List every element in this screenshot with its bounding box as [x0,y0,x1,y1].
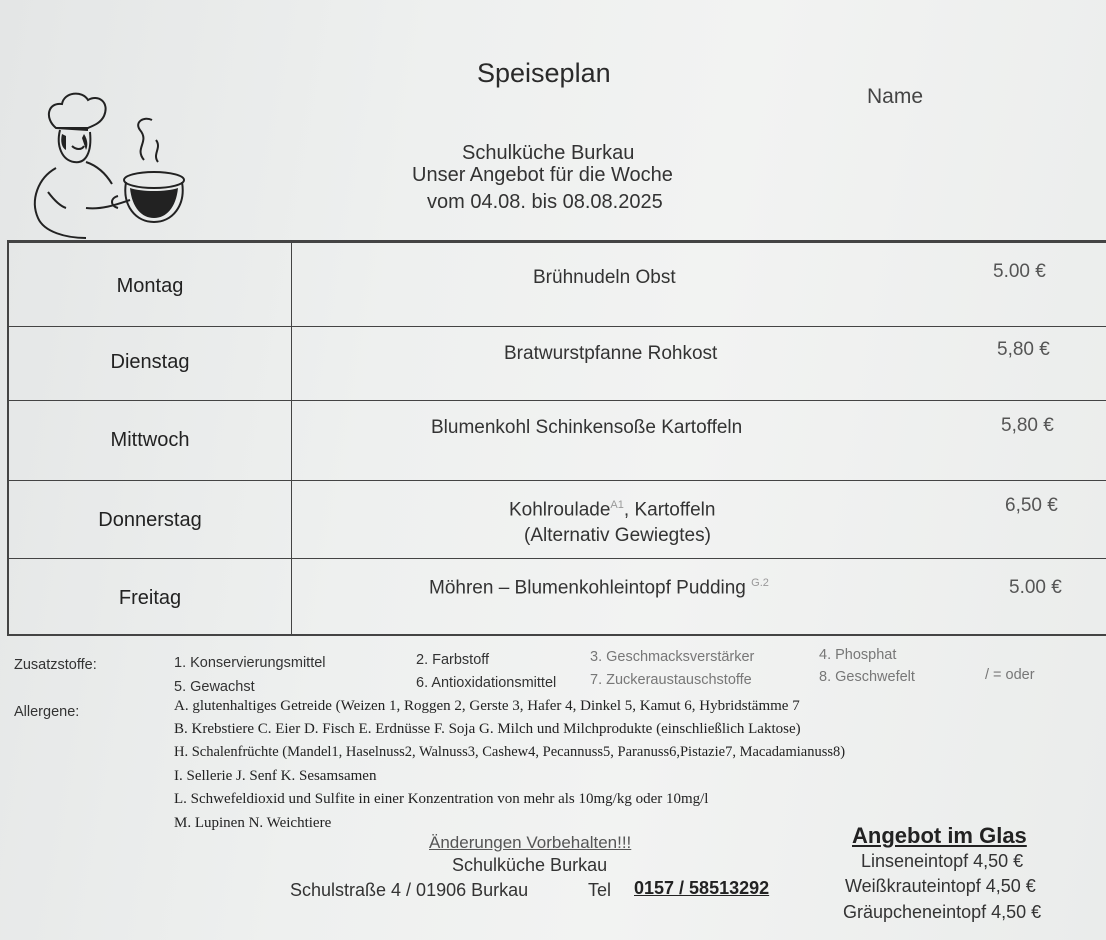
page-title: Speiseplan [477,58,611,88]
glas-item: Linseneintopf 4,50 € [861,851,1024,871]
dish-text [429,577,769,599]
dish-note: G.2 [751,577,769,589]
allergene-line: A. glutenhaltiges Getreide (Weizen 1, Roggen 2, Gerste 3, Hafer 4, Dinkel 5, Kamut 6, Hybridstämme 7 [174,698,800,714]
menu-row-freitag [9,558,1106,635]
glas-item: Weißkrauteintopf 4,50 € [845,876,1036,896]
zusatz-item: 5. Gewachst [174,679,255,695]
dish-side: , Kartoffeln [623,499,716,521]
day-label: Mittwoch [110,429,190,451]
kitchen-name: Schulküche Burkau [462,142,635,164]
footer-kitchen: Schulküche Burkau [452,855,608,875]
zusatz-item: 4. Phosphat [819,647,897,663]
menu-row-mittwoch [9,400,1106,481]
allergene-line: H. Schalenfrüchte (Mandel1, Haselnuss2, Walnuss3, Cashew4, Pecannuss5, Paranuss6,Pistazie7, Macadamianuss8) [174,744,846,760]
price-text: 5,80 € [1001,415,1054,436]
dish-text [509,499,715,521]
day-label: Dienstag [110,351,190,373]
zusatz-item: 7. Zuckeraustauschstoffe [590,672,752,688]
price-text: 5.00 € [1009,577,1062,598]
allergene-line: I. Sellerie J. Senf K. Sesamsamen [174,768,377,784]
zusatz-item: 8. Geschwefelt [819,669,915,685]
allergene-label: Allergene: [14,704,80,720]
allergene-line: L. Schwefeldioxid und Sulfite in einer Konzentration von mehr als 10mg/kg oder 10mg/l [174,791,709,807]
zusatz-item: 3. Geschmacksverstärker [590,649,755,665]
glas-item: Gräupcheneintopf 4,50 € [843,902,1042,922]
week-offer: Unser Angebot für die Woche [412,164,673,186]
dish-text: Blumenkohl Schinkensoße Kartoffeln [431,417,743,438]
menu-row-montag [9,242,1106,327]
dish-note: A1 [610,499,624,511]
zusatz-item: / = oder [985,667,1035,683]
footer-address: Schulstraße 4 / 01906 Burkau [290,880,529,900]
dish-text: Bratwurstpfanne Rohkost [504,343,718,364]
price-text: 6,50 € [1005,495,1058,516]
day-label: Freitag [118,587,182,609]
dish-main: Möhren – Blumenkohleintopf Pudding [429,577,746,599]
glas-title: Angebot im Glas [852,823,1027,848]
zusatz-item: 2. Farbstoff [416,652,490,668]
price-text: 5,80 € [997,339,1050,360]
allergene-line: B. Krebstiere C. Eier D. Fisch E. Erdnüsse F. Soja G. Milch und Milchprodukte (einschließlich Laktose) [174,721,801,737]
name-label: Name [867,85,924,108]
zusatz-item: 6. Antioxidationsmittel [416,675,557,691]
zusatz-label: Zusatzstoffe: [14,657,97,673]
chef-logo [26,88,196,240]
week-range: vom 04.08. bis 08.08.2025 [427,191,663,213]
allergene-line: M. Lupinen N. Weichtiere [174,815,332,831]
dish-main: Kohlroulade [509,499,611,521]
footer-phone: 0157 / 58513292 [634,878,770,898]
price-text: 5.00 € [993,261,1046,282]
zusatz-item: 1. Konservierungsmittel [174,655,326,671]
day-label: Donnerstag [98,509,202,531]
menu-row-dienstag [9,326,1106,401]
menu-table [7,240,1106,636]
dish-alternative: (Alternativ Gewiegtes) [524,525,711,546]
footer-tel-label: Tel [588,880,612,900]
changes-notice: Änderungen Vorbehalten!!! [429,833,632,852]
dish-text: Brühnudeln Obst [533,267,676,288]
day-label: Montag [116,275,184,297]
menu-row-donnerstag [9,480,1106,559]
